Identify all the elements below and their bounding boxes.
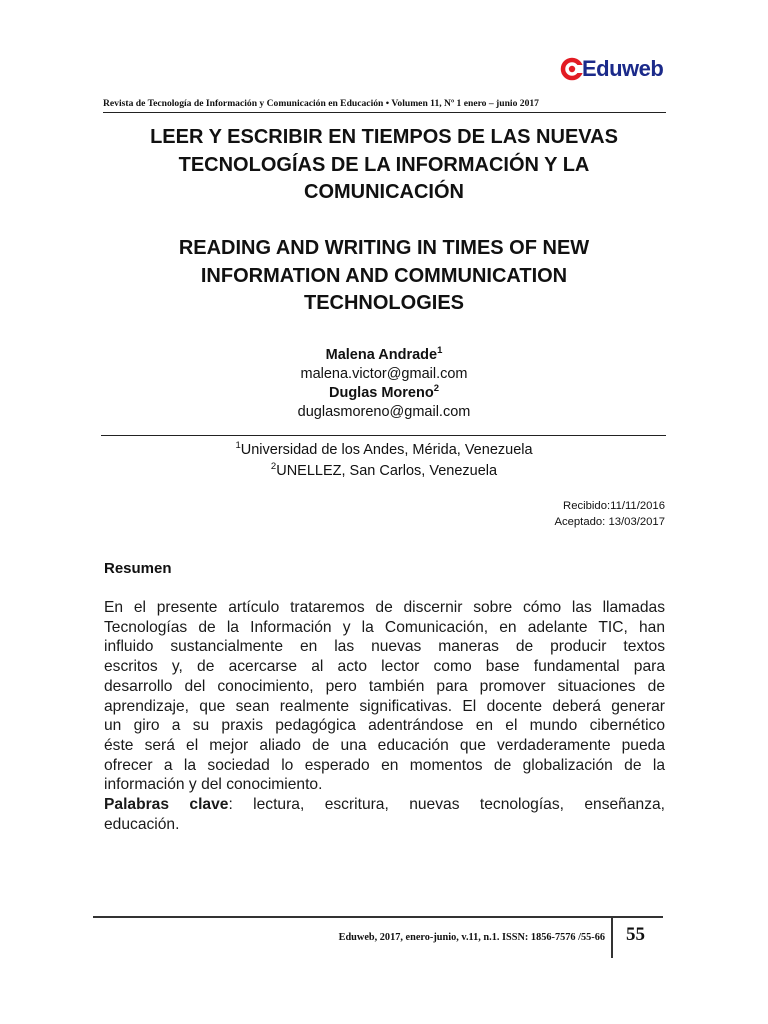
author-block bbox=[104, 346, 664, 422]
author-email: duglasmoreno@gmail.com bbox=[297, 404, 471, 420]
abstract-line: desarrollo del conocimiento, pero también para promover situaciones de bbox=[104, 677, 665, 695]
author-superscript: 2 bbox=[433, 383, 440, 395]
abstract-line: escritos y, de acercarse al acto lector como base fundamental para bbox=[104, 658, 665, 676]
logo-text: Eduweb bbox=[582, 56, 664, 81]
abstract-line: influido sustancialmente en las nuevas maneras de producir textos bbox=[104, 638, 665, 656]
submission-dates bbox=[104, 498, 665, 530]
affiliations bbox=[104, 440, 664, 482]
author-superscript: 1 bbox=[437, 345, 443, 357]
title-english-line: TECHNOLOGIES bbox=[303, 292, 464, 314]
abstract-line: ofrecer a la sociedad lo esperado en momentos de globalización de la bbox=[104, 756, 665, 774]
keywords-text: : lectura, escritura, nuevas tecnologías, enseñanza, bbox=[228, 796, 666, 814]
abstract-line: información y del conocimiento. bbox=[104, 776, 323, 794]
title-english-line: READING AND WRITING IN TIMES OF NEW bbox=[178, 237, 590, 259]
abstract-line: aprendizaje, que sean realmente significativas. El docente deberá generar bbox=[104, 697, 665, 715]
keywords-line bbox=[104, 795, 665, 815]
title-spanish-line: LEER Y ESCRIBIR EN TIEMPOS DE LAS NUEVAS bbox=[150, 126, 618, 148]
footer-vertical-divider bbox=[611, 916, 613, 958]
footer-divider bbox=[93, 916, 663, 918]
abstract-line: éste será el mejor aliado de una educación que verdaderamente pueda bbox=[104, 736, 665, 754]
abstract-line: Tecnologías de la Información y la Comunicación, en adelante TIC, han bbox=[104, 618, 665, 636]
eduweb-logo bbox=[560, 54, 663, 84]
author-name: Duglas Moreno$^2$ bbox=[328, 383, 440, 401]
affiliation: $^1$Universidad de los Andes, Mérida, Venezuela bbox=[235, 440, 533, 458]
author-name: Malena Andrade$^1$ bbox=[325, 345, 443, 363]
received-date: Recibido:11/11/2016 bbox=[563, 500, 665, 512]
journal-running-header: Revista de Tecnología de Información y Comunicación en Educación • Volumen 11, Nº 1 enero – junio 2017 bbox=[103, 98, 539, 109]
accepted-date: Aceptado: 13/03/2017 bbox=[554, 516, 665, 528]
abstract-line: En el presente artículo trataremos de discernir sobre cómo las llamadas bbox=[104, 599, 665, 616]
title-english bbox=[104, 235, 664, 318]
abstract-body bbox=[104, 598, 665, 834]
affiliation-divider bbox=[101, 435, 666, 436]
keywords-label: Palabras clave bbox=[104, 796, 229, 814]
author-email: malena.victor@gmail.com bbox=[300, 366, 468, 382]
abstract-line: un giro a su praxis pedagógica adentrándose en el mundo cibernético bbox=[104, 717, 665, 735]
title-spanish-line: TECNOLOGÍAS DE LA INFORMACIÓN Y LA bbox=[178, 153, 590, 176]
abstract-heading: Resumen bbox=[104, 560, 172, 577]
keywords-line: educación. bbox=[104, 815, 180, 833]
header-divider bbox=[103, 112, 666, 113]
title-english-line: INFORMATION AND COMMUNICATION bbox=[200, 264, 568, 287]
affiliation: $^2$UNELLEZ, San Carlos, Venezuela bbox=[270, 461, 498, 479]
footer-citation: Eduweb, 2017, enero-junio, v.11, n.1. ISSN: 1856-7576 /55-66 bbox=[338, 932, 605, 943]
page-number: 55 bbox=[626, 924, 645, 945]
title-spanish-line: COMUNICACIÓN bbox=[304, 181, 464, 203]
eduweb-logo-icon bbox=[560, 56, 584, 82]
title-spanish bbox=[104, 124, 664, 207]
